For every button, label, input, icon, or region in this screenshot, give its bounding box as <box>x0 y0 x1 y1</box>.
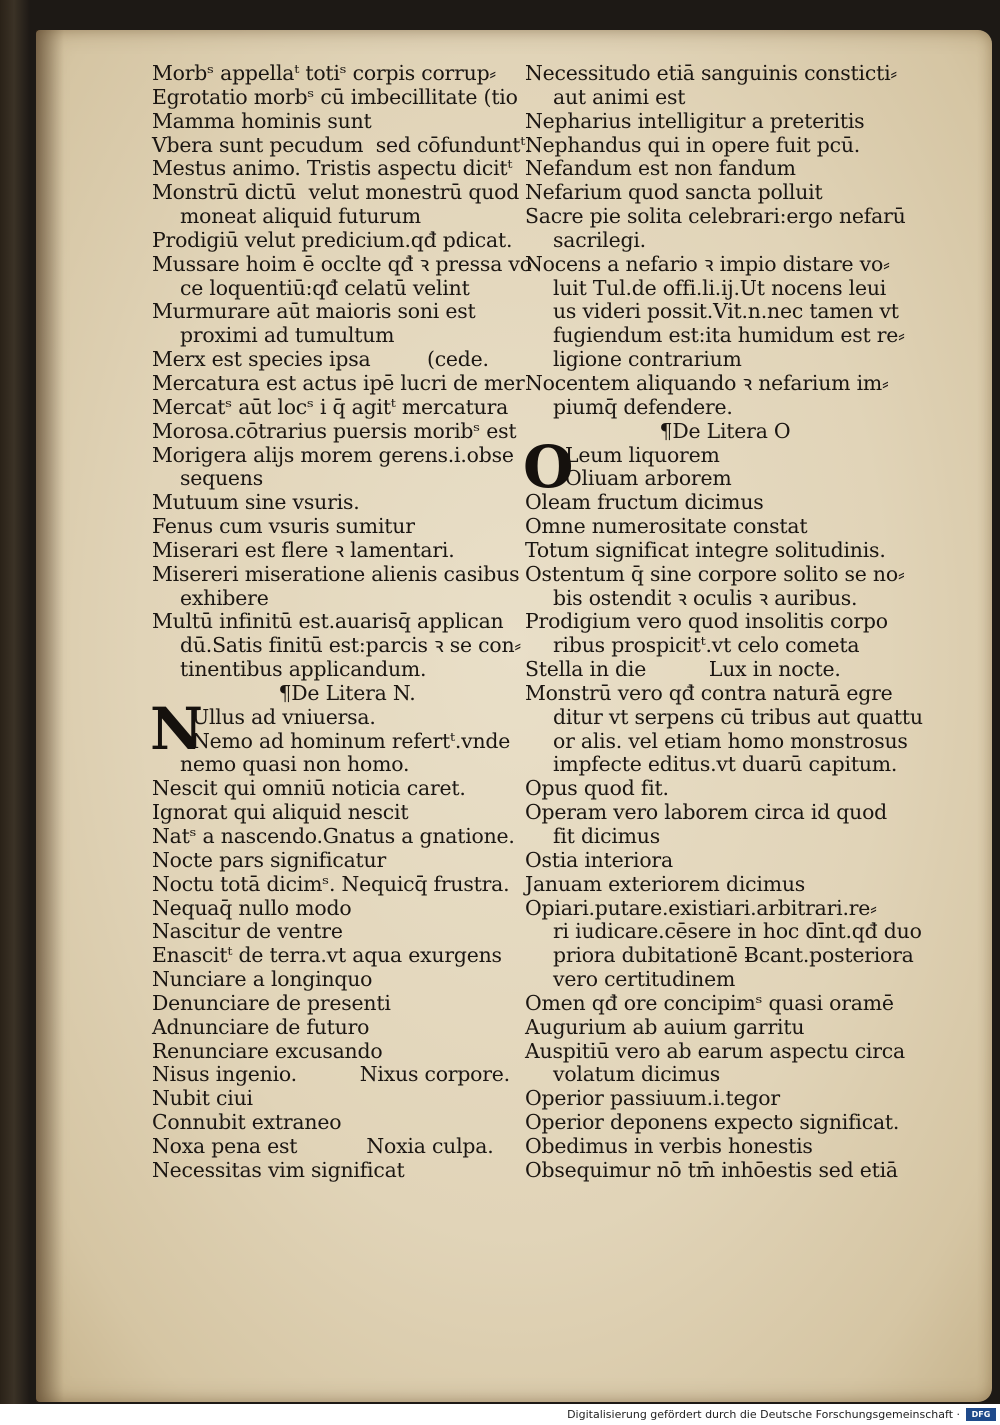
text-line <box>525 491 925 515</box>
line-text: Renunciare excusando <box>152 1038 383 1063</box>
line-text: Nascitur de ventre <box>152 919 343 944</box>
drop-cap-initial: N <box>150 694 203 763</box>
line-text: Ostia interiora <box>525 847 673 872</box>
line-text: Nescit qui omniū noticia caret. <box>152 776 466 801</box>
text-line <box>152 277 542 301</box>
line-text: nemo quasi non homo. <box>180 752 410 777</box>
line-text: moneat aliquid futurum <box>180 204 421 229</box>
text-line <box>152 944 542 968</box>
text-line <box>152 62 542 86</box>
line-text: fit dicimus <box>553 824 660 848</box>
line-text: Nepharius intelligitur a preteritis <box>525 108 865 133</box>
line-text: Januam exteriorem dicimus <box>525 871 806 896</box>
text-line <box>152 968 542 992</box>
text-line <box>525 1159 925 1183</box>
text-line <box>525 62 925 86</box>
line-text: Morbˢ appellaᵗ totiˢ corpis corrup⸗ <box>152 61 497 85</box>
text-line <box>152 110 542 134</box>
text-line <box>525 157 925 181</box>
text-line <box>152 539 542 563</box>
line-text: impfecte editus.vt duarū capitum. <box>553 752 898 777</box>
text-line <box>525 1135 925 1159</box>
line-text: exhibere <box>180 585 269 610</box>
text-line <box>525 1016 925 1040</box>
line-text: ¶De Litera N. <box>278 680 416 705</box>
line-text: Oliuam arborem <box>565 466 732 491</box>
text-line <box>525 515 925 539</box>
text-line <box>152 563 542 587</box>
line-text: Mercatˢ aūt locˢ i q̄ agitᵗ mercatura <box>152 394 509 419</box>
text-line <box>152 992 542 1016</box>
line-text: ditur vt serpens cū tribus aut quattu <box>553 704 923 729</box>
line-text: Fenus cum vsuris sumitur <box>152 514 415 539</box>
line-text: ri iudicare.cēsere in hoc dīnt.qđ duo <box>553 919 922 944</box>
line-text: Natˢ a nascendo.Gnatus a gnatione. <box>152 824 515 848</box>
line-text: us videri possit.Vit.n.nec tamen vt <box>553 299 899 324</box>
text-line <box>152 420 542 444</box>
line-text: Mussare hoim ē occlte qđ ꝛ pressa vo <box>152 251 532 276</box>
text-line <box>525 777 925 801</box>
text-line <box>525 730 925 754</box>
line-text: Murmurare aūt maioris soni est <box>152 299 476 324</box>
text-line <box>152 515 542 539</box>
line-text: Opus quod fit. <box>525 776 669 801</box>
text-line <box>525 753 925 777</box>
line-text: Enascitᵗ de terra.vt aqua exurgens <box>152 943 502 968</box>
text-line <box>152 1135 542 1159</box>
text-line <box>525 300 925 324</box>
text-line <box>525 277 925 301</box>
text-line <box>152 1111 542 1135</box>
line-text: Nequaq̄ nullo modo <box>152 895 352 920</box>
section-heading <box>525 420 925 444</box>
text-line <box>152 730 542 754</box>
line-text: bis ostendit ꝛ oculis ꝛ auribus. <box>553 585 858 610</box>
dfg-logo: DFG <box>966 1408 996 1421</box>
text-line <box>525 873 925 897</box>
line-text: Opiari.putare.existiari.arbitrari.re⸗ <box>525 895 877 920</box>
text-line <box>152 777 542 801</box>
line-text: Nocentem aliquando ꝛ nefarium im⸗ <box>525 370 889 395</box>
text-line <box>152 1040 542 1064</box>
text-line <box>152 372 542 396</box>
text-line <box>525 897 925 921</box>
line-text: sequens <box>180 466 263 491</box>
line-text: Adnunciare de futuro <box>152 1014 370 1039</box>
line-text: tinentibus applicandum. <box>180 657 427 682</box>
line-text: Operior passiuum.i.tegor <box>525 1086 780 1111</box>
text-line <box>152 1063 542 1087</box>
text-line <box>152 205 542 229</box>
text-line <box>152 849 542 873</box>
line-text: Vbera sunt pecudum sed cōfunduntᵗ. <box>152 132 532 157</box>
line-text: ribus prospicitᵗ.vt celo cometa <box>553 633 860 658</box>
text-line <box>525 134 925 158</box>
line-text: Nefarium quod sancta polluit <box>525 180 823 205</box>
line-text: Connubit extraneo <box>152 1110 342 1135</box>
text-line <box>152 634 542 658</box>
line-text: volatum dicimus <box>553 1062 721 1087</box>
text-line <box>152 587 542 611</box>
line-text: Denunciare de presenti <box>152 990 391 1015</box>
line-text: ce loquentiū:qđ celatū velint <box>180 275 470 300</box>
text-line <box>525 229 925 253</box>
text-line <box>525 86 925 110</box>
line-text: Necessitudo etiā sanguinis consticti⸗ <box>525 61 897 85</box>
line-text: Mercatura est actus ipē lucri de mer <box>152 370 525 395</box>
text-line <box>525 467 925 491</box>
line-text: Auspitiū vero ab earum aspectu circa <box>525 1038 905 1063</box>
text-line <box>525 110 925 134</box>
line-text: Leum liquorem <box>565 442 720 467</box>
line-text: Noctu totā dicimˢ. Nequicq̄ frustra. <box>152 871 510 896</box>
text-line <box>152 229 542 253</box>
text-line <box>525 396 925 420</box>
line-text: Mamma hominis sunt <box>152 108 372 133</box>
line-text: proximi ad tumultum <box>180 323 395 348</box>
line-text: Totum significat integre solitudinis. <box>525 537 886 562</box>
line-text: vero certitudinem <box>553 967 736 992</box>
text-line <box>152 1159 542 1183</box>
text-line <box>152 253 542 277</box>
text-line <box>152 610 542 634</box>
line-text: Ignorat qui aliquid nescit <box>152 800 409 825</box>
text-line <box>525 348 925 372</box>
line-text: Nephandus qui in opere fuit pcū. <box>525 132 861 157</box>
text-line <box>152 348 542 372</box>
line-text: luit Tul.de offi.li.ij.Ut nocens leui <box>553 275 887 300</box>
text-line <box>152 658 542 682</box>
text-line <box>152 157 542 181</box>
line-text: Nubit ciui <box>152 1086 253 1111</box>
digitization-credit-bar <box>0 1404 1000 1425</box>
line-text: Nemo ad hominum refertᵗ.vnde <box>192 728 511 753</box>
text-line <box>152 324 542 348</box>
line-text: Operior deponens expecto significat. <box>525 1110 900 1135</box>
text-line <box>525 539 925 563</box>
line-text: Mutuum sine vsuris. <box>152 490 360 515</box>
line-text: Prodigiū velut predicium.qđ pdicat. <box>152 227 513 252</box>
text-line <box>525 1040 925 1064</box>
line-text: sacrilegi. <box>553 227 646 252</box>
text-line <box>152 491 542 515</box>
line-text: fugiendum est:ita humidum est re⸗ <box>553 323 905 348</box>
line-text: Mestus animo. Tristis aspectu dicitᵗ <box>152 156 513 181</box>
line-text: Morigera alijs morem gerens.i.obse <box>152 442 514 467</box>
text-line <box>152 86 542 110</box>
right-text-column <box>525 62 925 1183</box>
line-text: Nunciare a longinquo <box>152 967 373 992</box>
line-text: Nocens a nefario ꝛ impio distare vo⸗ <box>525 251 890 276</box>
text-line <box>152 920 542 944</box>
line-text: Obedimus in verbis honestis <box>525 1133 813 1158</box>
line-text: Sacre pie solita celebrari:ergo nefarū <box>525 204 906 229</box>
text-line <box>525 634 925 658</box>
text-line <box>152 444 542 468</box>
line-text: Stella in die Lux in nocte. <box>525 657 841 682</box>
line-text: Miserari est flere ꝛ lamentari. <box>152 537 455 562</box>
text-line <box>152 897 542 921</box>
text-line <box>525 825 925 849</box>
line-text: priora dubitationē Ƀcant.posteriora <box>553 943 914 968</box>
line-text: Egrotatio morbˢ cū imbecillitate (tio <box>152 84 518 109</box>
text-line <box>152 396 542 420</box>
left-text-column <box>152 62 542 1183</box>
line-text: Morosa.cōtrarius puersis moribˢ est <box>152 418 517 443</box>
line-text: Nisus ingenio. Nixus corpore. <box>152 1062 510 1087</box>
line-text: Merx est species ipsa (cede. <box>152 347 489 372</box>
line-text: Prodigium vero quod insolitis corpo <box>525 609 888 634</box>
line-text: Oleam fructum dicimus <box>525 490 764 515</box>
text-line <box>525 849 925 873</box>
line-text: piumq̄ defendere. <box>553 394 733 419</box>
line-text: Nocte pars significatur <box>152 847 386 872</box>
line-text: ¶De Litera O <box>659 418 791 443</box>
text-line <box>525 563 925 587</box>
text-line <box>152 801 542 825</box>
line-text: Obsequimur nō tm̄ inhōestis sed etiā <box>525 1157 898 1182</box>
text-line <box>525 253 925 277</box>
gutter-shadow <box>36 30 64 1402</box>
text-line <box>525 944 925 968</box>
text-line <box>152 825 542 849</box>
text-line <box>525 610 925 634</box>
line-text: Omne numerositate constat <box>525 514 808 539</box>
text-line <box>525 658 925 682</box>
text-line <box>152 134 542 158</box>
line-text: Multū infinitū est.auarisq̄ applican <box>152 609 504 634</box>
line-text: Noxa pena est Noxia culpa. <box>152 1133 494 1158</box>
line-text: Nefandum est non fandum <box>525 156 796 181</box>
text-line <box>152 467 542 491</box>
line-text: or alis. vel etiam homo monstrosus <box>553 728 908 753</box>
line-text: Omen qđ ore concipimˢ quasi oramē <box>525 990 894 1015</box>
text-line <box>525 205 925 229</box>
line-text: Necessitas vim significat <box>152 1157 405 1182</box>
line-text: Operam vero laborem circa id quod <box>525 800 888 825</box>
text-line <box>525 706 925 730</box>
text-line <box>525 1111 925 1135</box>
text-line <box>152 753 542 777</box>
line-text: Ostentum q̄ sine corpore solito se no⸗ <box>525 561 905 586</box>
text-line <box>525 801 925 825</box>
text-line <box>525 992 925 1016</box>
text-line <box>525 372 925 396</box>
credit-text: Digitalisierung gefördert durch die Deutsche Forschungsgemeinschaft · <box>567 1408 960 1421</box>
text-line <box>152 1087 542 1111</box>
text-line <box>152 181 542 205</box>
text-line <box>525 181 925 205</box>
line-text: Ullus ad vniuersa. <box>192 704 376 729</box>
line-text: Monstrū dictū velut monestrū quod <box>152 180 520 205</box>
line-text: Augurium ab auium garritu <box>525 1014 805 1039</box>
text-line <box>525 1063 925 1087</box>
text-line <box>525 324 925 348</box>
text-line <box>152 300 542 324</box>
text-line <box>525 968 925 992</box>
drop-cap-initial: O <box>523 432 574 501</box>
text-line <box>525 920 925 944</box>
line-text: Misereri miseratione alienis casibus <box>152 561 520 586</box>
text-line <box>525 587 925 611</box>
line-text: ligione contrarium <box>553 347 742 372</box>
text-line <box>525 682 925 706</box>
text-line <box>525 1087 925 1111</box>
line-text: aut animi est <box>553 84 686 109</box>
line-text: dū.Satis finitū est:parcis ꝛ se con⸗ <box>180 633 522 658</box>
text-line <box>152 1016 542 1040</box>
line-text: Monstrū vero qđ contra naturā egre <box>525 680 893 705</box>
text-line <box>152 873 542 897</box>
section-heading <box>152 682 542 706</box>
